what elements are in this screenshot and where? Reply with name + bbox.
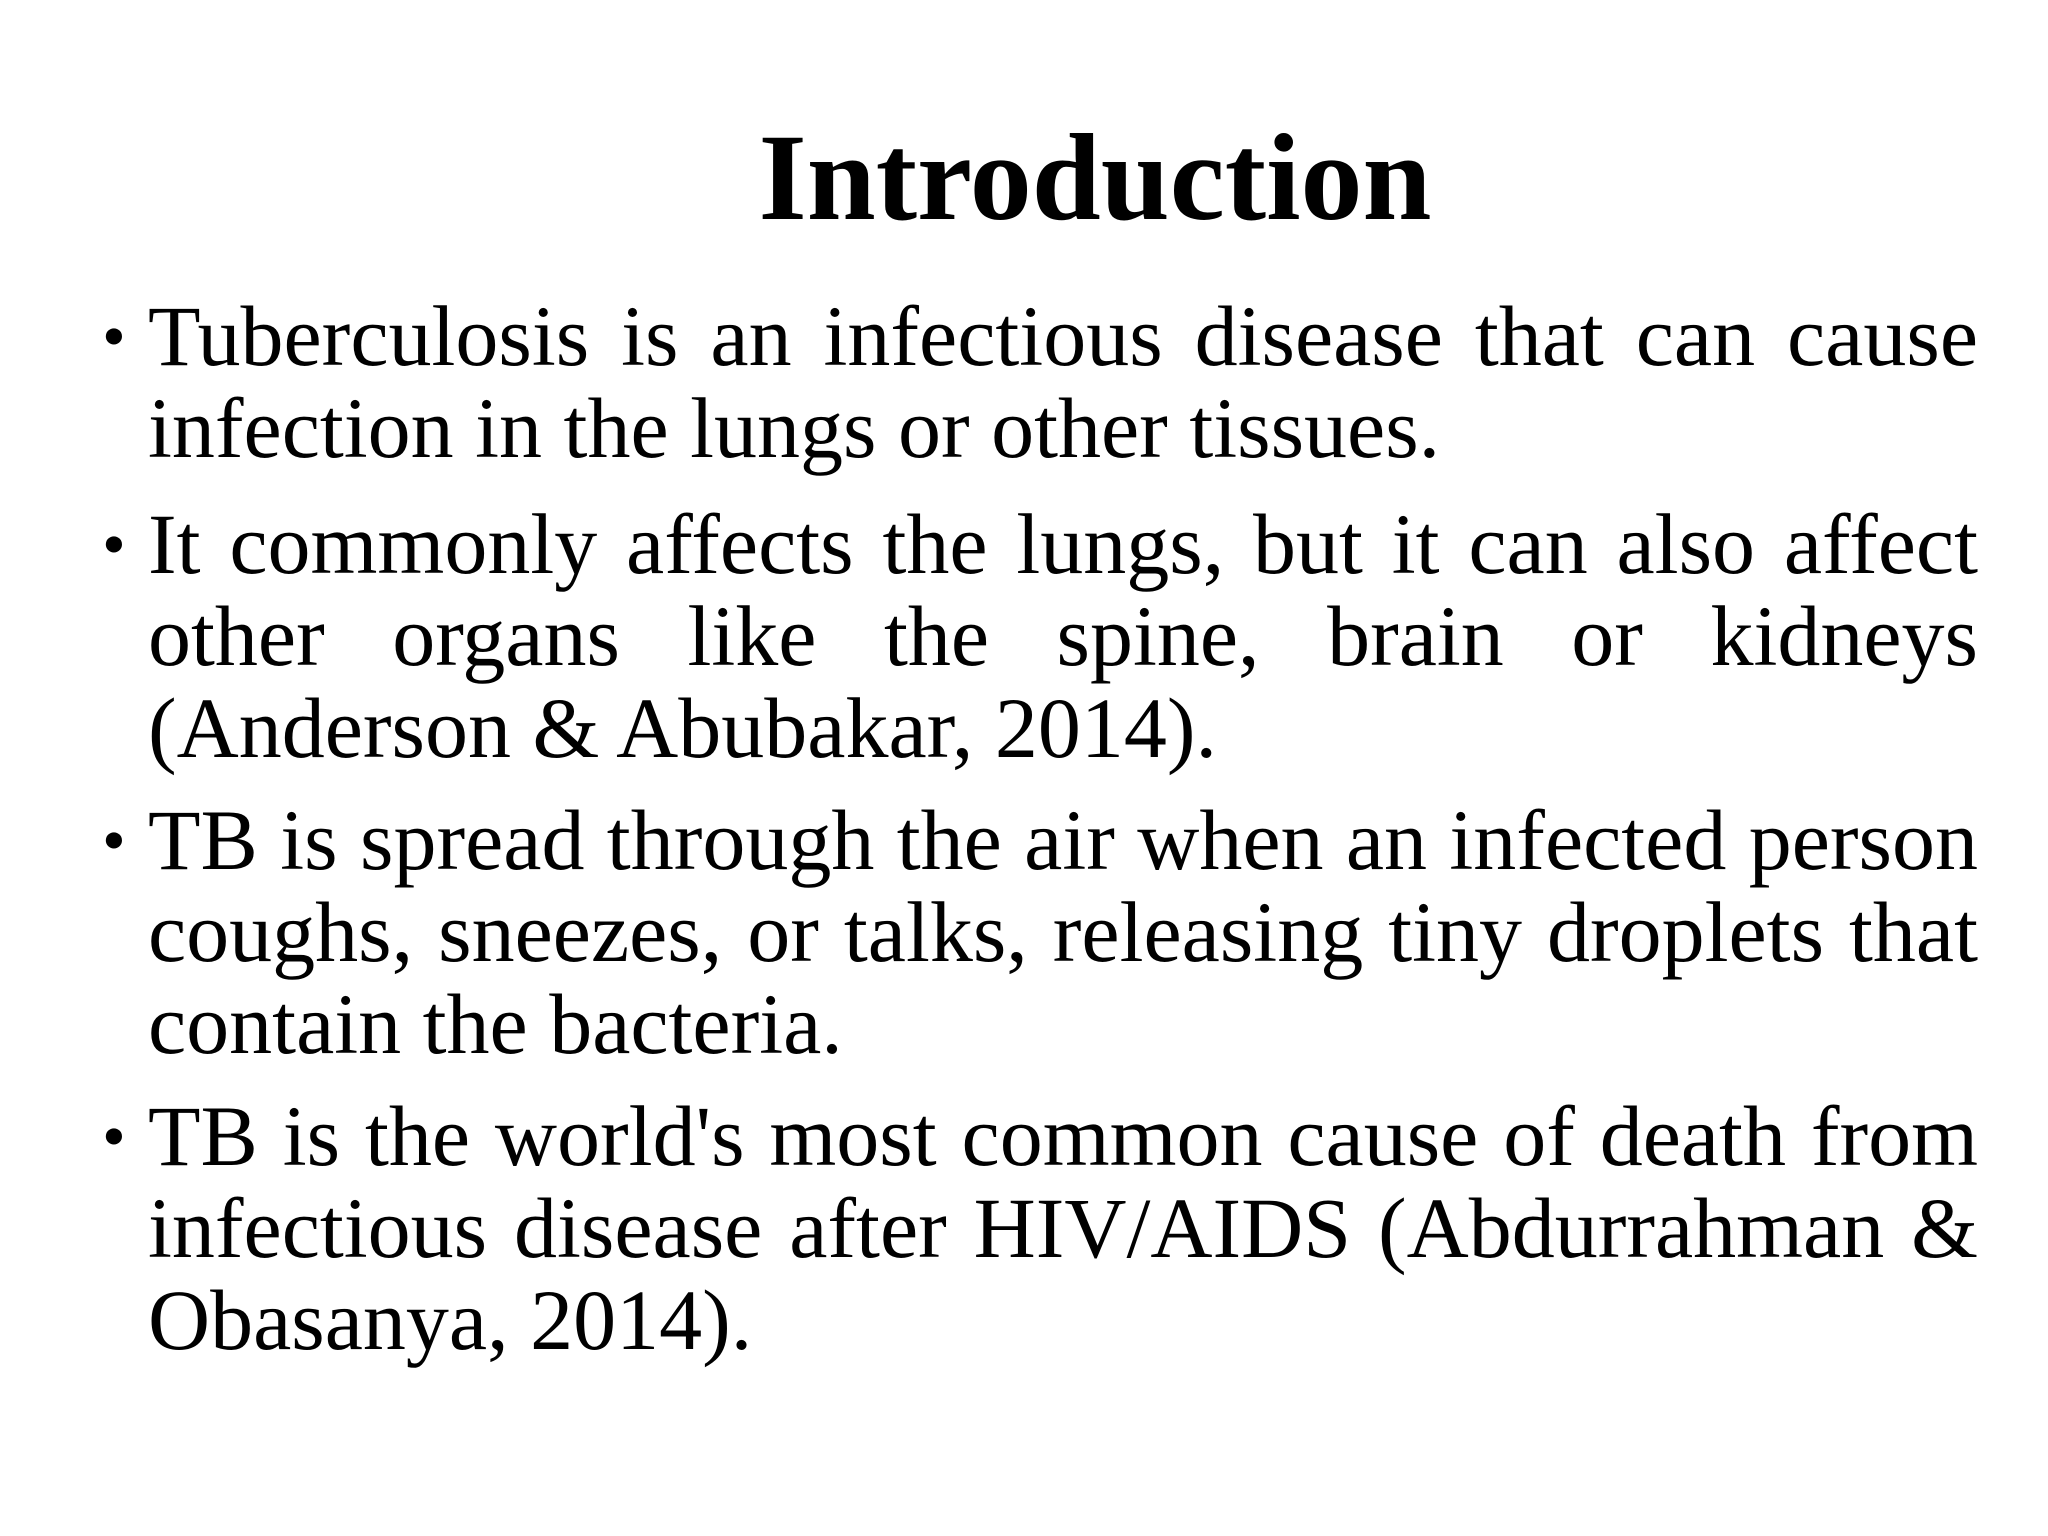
slide-title: Introduction <box>758 109 1432 246</box>
bullet-list <box>102 288 1978 1386</box>
bullet-item-1 <box>102 288 1978 476</box>
bullet-text: It commonly affects the lungs, but it can also affect other organs like the spine, brain or kidneys (Anderson & Abubakar, 2014). <box>148 496 1978 776</box>
bullet-icon: • <box>102 1098 126 1174</box>
bullet-icon: • <box>102 506 126 582</box>
bullet-item-4 <box>102 1088 1978 1368</box>
bullet-text: TB is spread through the air when an infected person coughs, sneezes, or talks, releasing tiny droplets that contain the bacteria. <box>148 792 1978 1072</box>
bullet-text: TB is the world's most common cause of death from infectious disease after HIV/AIDS (Abdurrahman & Obasanya, 2014). <box>148 1088 1978 1368</box>
bullet-item-2 <box>102 496 1978 776</box>
bullet-icon: • <box>102 298 126 374</box>
bullet-item-3 <box>102 792 1978 1072</box>
bullet-icon: • <box>102 802 126 878</box>
bullet-text: Tuberculosis is an infectious disease that can cause infection in the lungs or other tissues. <box>148 288 1978 476</box>
